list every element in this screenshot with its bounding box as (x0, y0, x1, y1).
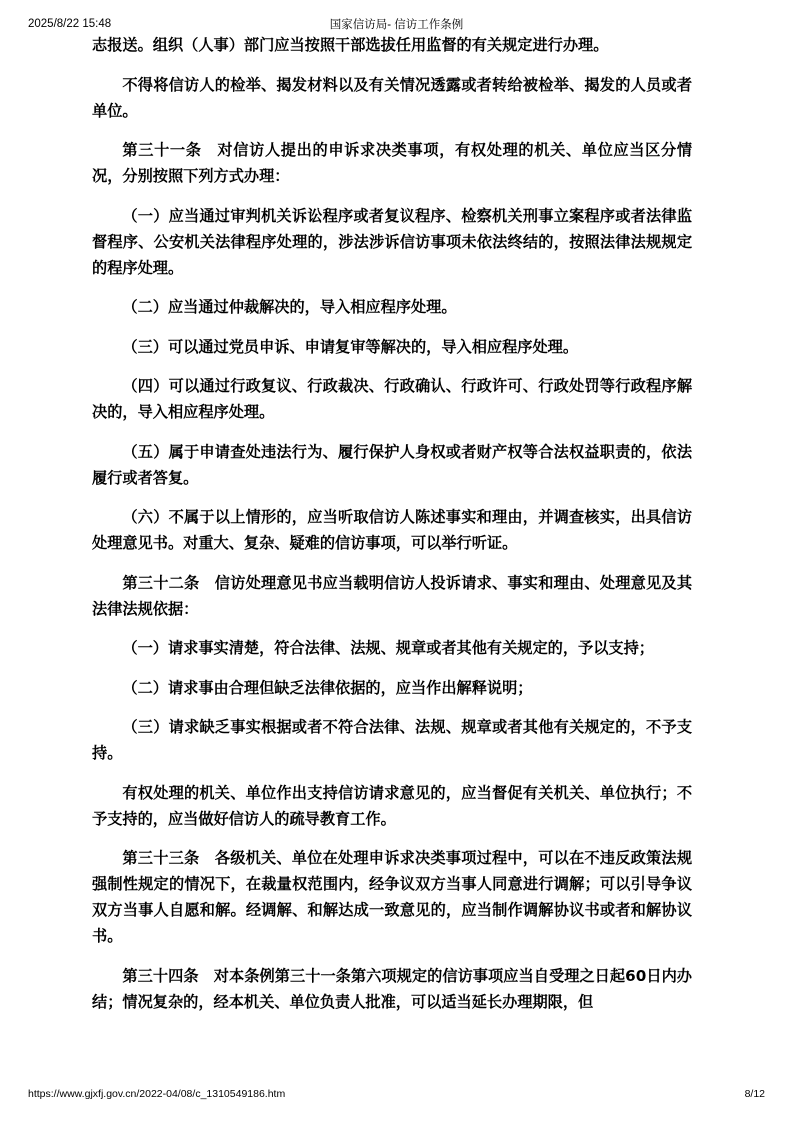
page-header (0, 16, 793, 32)
document-body (92, 32, 692, 1028)
paragraph: 志报送。组织（人事）部门应当按照干部选拔任用监督的有关规定进行办理。 (92, 36, 609, 54)
paragraph: （六）不属于以上情形的，应当听取信访人陈述事实和理由，并调查核实，出具信访处理意见书。对重大、复杂、疑难的信访事项，可以举行听证。 (92, 508, 692, 552)
paragraph: 有权处理的机关、单位作出支持信访请求意见的，应当督促有关机关、单位执行；不予支持的，应当做好信访人的疏导教育工作。 (92, 783, 692, 828)
paragraph: （三）可以通过党员申诉、申请复审等解决的，导入相应程序处理。 (122, 337, 579, 356)
paragraph: （一）应当通过审判机关诉讼程序或者复议程序、检察机关刑事立案程序或者法律监督程序、公安机关法律程序处理的，涉法涉诉信访事项未依法终结的，按照法律法规规定的程序处理。 (92, 206, 692, 277)
paragraph: （一）请求事实清楚，符合法律、法规、规章或者其他有关规定的，予以支持； (122, 639, 654, 657)
header-print-date: 2025/8/22 15:48 (28, 18, 112, 30)
paragraph: （四）可以通过行政复议、行政裁决、行政确认、行政许可、行政处罚等行政程序解决的，导入相应程序处理。 (92, 377, 692, 421)
paragraph: 不得将信访人的检举、揭发材料以及有关情况透露或者转给被检举、揭发的人员或者单位。 (92, 75, 692, 120)
footer-source-url[interactable]: https://www.gjxfj.gov.cn/2022-04/08/c_1310549186.htm (28, 1088, 286, 1100)
paragraph: 第三十二条 信访处理意见书应当载明信访人投诉请求、事实和理由、处理意见及其法律法规依据： (92, 573, 692, 618)
paragraph: （五）属于申请查处违法行为、履行保护人身权或者财产权等合法权益职责的，依法履行或者答复。 (92, 442, 692, 487)
paragraph: 第三十四条 对本条例第三十一条第六项规定的信访事项应当自受理之日起60日内办结；情况复杂的，经本机关、单位负责人批准，可以适当延长办理期限，但 (92, 966, 692, 1011)
paragraph: 第三十一条 对信访人提出的申诉求决类事项，有权处理的机关、单位应当区分情况，分别按照下列方式办理： (92, 141, 692, 185)
paragraph: （二）请求事由合理但缺乏法律依据的，应当作出解释说明； (122, 678, 533, 697)
footer-page-number: 8/12 (744, 1088, 765, 1100)
paragraph: （二）应当通过仲裁解决的，导入相应程序处理。 (122, 298, 457, 316)
page-footer (0, 1088, 793, 1102)
header-document-title: 国家信访局- 信访工作条例 (329, 19, 464, 31)
paragraph: （三）请求缺乏事实根据或者不符合法律、法规、规章或者其他有关规定的，不予支持。 (92, 718, 692, 762)
paragraph: 第三十三条 各级机关、单位在处理申诉求决类事项过程中，可以在不违反政策法规强制性规定的情况下，在裁量权范围内，经争议双方当事人同意进行调解；可以引导争议双方当事人自愿和解。经调解、和解达成一致意见的，应当制作调解协议书或者和解协议书。 (92, 849, 692, 945)
